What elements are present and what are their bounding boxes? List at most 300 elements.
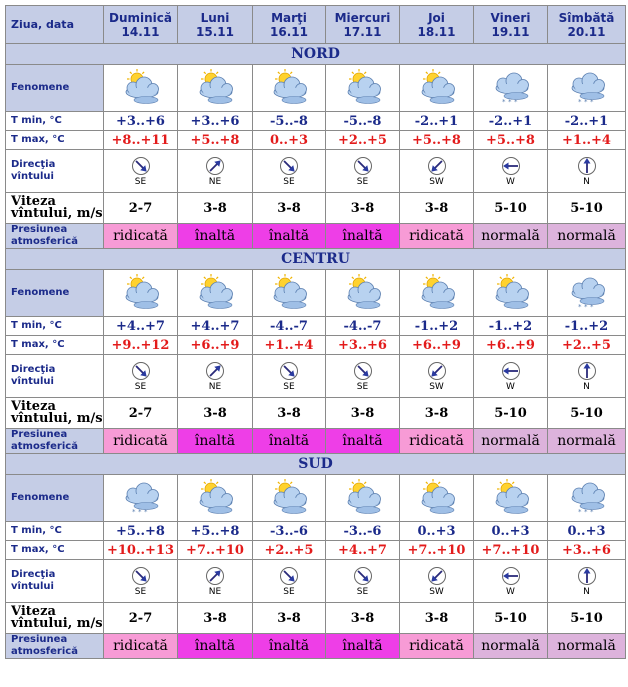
tmax-value: +10..+13	[104, 541, 178, 560]
wind-direction	[253, 361, 325, 392]
day-date: 17.11	[343, 24, 382, 39]
tmax-value: +9..+12	[104, 336, 178, 355]
wind-direction-text: N	[583, 586, 590, 597]
wind-direction	[400, 566, 473, 597]
weather-cell	[474, 65, 548, 112]
weather-cell	[104, 270, 178, 317]
wind-direction-text: NE	[208, 586, 222, 597]
tmin-value: -1..+2	[548, 317, 626, 336]
wind-direction-text: NE	[208, 381, 222, 392]
wind-arrow-icon	[279, 566, 299, 586]
tmax-row	[6, 131, 626, 150]
wind-speed-row	[6, 603, 626, 634]
wind-arrow-icon	[279, 156, 299, 176]
svg-text:*: *	[583, 98, 587, 106]
wind-direction-cell	[400, 150, 474, 193]
day-name: Miercuri	[334, 10, 391, 25]
wind-speed-value: 5-10	[474, 398, 548, 429]
tmin-value: -3..-6	[326, 522, 400, 541]
wind-speed-value: 3-8	[253, 603, 326, 634]
wind-arrow-icon	[353, 361, 373, 381]
wind-direction	[326, 156, 399, 187]
tmax-label: T max, °C	[6, 131, 104, 150]
tmin-value: -2..+1	[548, 112, 626, 131]
tmax-value: +7..+10	[178, 541, 253, 560]
fenomene-row	[6, 475, 626, 522]
tmin-row	[6, 317, 626, 336]
pressure-value: înaltă	[253, 224, 326, 249]
region-title: NORD	[6, 44, 626, 65]
day-date: 15.11	[196, 24, 234, 39]
weather-cell	[326, 475, 400, 522]
tmax-value: +5..+8	[400, 131, 474, 150]
wind-direction-text: SE	[356, 381, 369, 392]
header-row	[6, 6, 626, 44]
fenomene-row	[6, 65, 626, 112]
wind-speed-value: 5-10	[548, 193, 626, 224]
day-header	[326, 6, 400, 44]
wind-direction-cell	[548, 560, 626, 603]
weather-cell	[178, 65, 253, 112]
weather-cell	[400, 270, 474, 317]
tmax-row	[6, 541, 626, 560]
wind-speed-value: 3-8	[326, 193, 400, 224]
tmin-value: -1..+2	[400, 317, 474, 336]
wind-speed-value: 2-7	[104, 398, 178, 429]
tmax-value: +4..+7	[326, 541, 400, 560]
wind-direction	[326, 566, 399, 597]
pressure-label-line2: atmosferică	[11, 646, 78, 657]
wind-direction	[104, 156, 177, 187]
pressure-value: ridicată	[400, 429, 474, 454]
tmin-value: +4..+7	[178, 317, 253, 336]
pressure-label	[6, 429, 104, 454]
tmax-value: +6..+9	[400, 336, 474, 355]
svg-text:*: *	[137, 508, 141, 516]
wind-direction-cell	[104, 355, 178, 398]
cloud-snow-icon	[486, 68, 536, 108]
sun-cloud-icon	[486, 478, 536, 518]
wind-direction-text: N	[583, 176, 590, 187]
pressure-label-line1: Presiunea	[11, 224, 68, 235]
wind-direction-label-line1: Direcţia	[11, 159, 56, 170]
wind-direction	[178, 156, 252, 187]
tmin-label: T min, °C	[6, 112, 104, 131]
pressure-label-line2: atmosferică	[11, 236, 78, 247]
tmax-value: +5..+8	[178, 131, 253, 150]
wind-arrow-icon	[577, 156, 597, 176]
tmin-label: T min, °C	[6, 522, 104, 541]
wind-speed-value: 3-8	[253, 193, 326, 224]
pressure-value: înaltă	[178, 429, 253, 454]
wind-direction	[548, 156, 625, 187]
sun-cloud-icon	[264, 273, 314, 313]
day-header	[104, 6, 178, 44]
wind-direction-text: SE	[356, 586, 369, 597]
tmin-row	[6, 522, 626, 541]
svg-text:*: *	[577, 508, 581, 516]
wind-arrow-icon	[205, 361, 225, 381]
sun-cloud-icon	[190, 68, 240, 108]
tmin-row	[6, 112, 626, 131]
region-row	[6, 249, 626, 270]
sun-cloud-icon	[486, 273, 536, 313]
pressure-value: ridicată	[400, 634, 474, 659]
tmin-value: -5..-8	[326, 112, 400, 131]
wind-direction-cell	[104, 150, 178, 193]
svg-text:*: *	[589, 508, 593, 516]
pressure-label	[6, 634, 104, 659]
tmin-value: +4..+7	[104, 317, 178, 336]
day-header	[178, 6, 253, 44]
pressure-value: ridicată	[400, 224, 474, 249]
weather-cell	[326, 65, 400, 112]
cloud-snow-icon	[116, 478, 166, 518]
wind-direction	[326, 361, 399, 392]
day-header	[474, 6, 548, 44]
wind-arrow-icon	[131, 361, 151, 381]
wind-direction-label	[6, 355, 104, 398]
tmin-value: -4..-7	[253, 317, 326, 336]
weather-cell	[474, 270, 548, 317]
day-date: 18.11	[417, 24, 456, 39]
pressure-value: normală	[548, 224, 626, 249]
tmin-value: 0..+3	[400, 522, 474, 541]
pressure-label	[6, 224, 104, 249]
tmax-value: +2..+5	[548, 336, 626, 355]
day-header	[400, 6, 474, 44]
tmin-value: +5..+8	[104, 522, 178, 541]
wind-direction-text: SE	[283, 381, 295, 392]
day-date: 16.11	[270, 24, 308, 39]
wind-speed-label	[6, 398, 104, 429]
header-label: Ziua, data	[6, 6, 104, 44]
wind-arrow-icon	[427, 566, 447, 586]
wind-direction-text: SE	[283, 586, 295, 597]
day-name: Marţi	[271, 10, 307, 25]
tmin-value: 0..+3	[474, 522, 548, 541]
pressure-value: ridicată	[104, 634, 178, 659]
wind-direction-row	[6, 560, 626, 603]
wind-speed-label-line2: vîntului, m/s	[11, 206, 103, 221]
wind-speed-row	[6, 193, 626, 224]
cloud-snow-icon	[562, 478, 612, 518]
svg-text:*: *	[577, 98, 581, 106]
wind-speed-label-line1: Viteza	[11, 399, 56, 414]
wind-speed-value: 5-10	[548, 603, 626, 634]
wind-direction-text: W	[506, 176, 515, 187]
wind-direction-cell	[178, 560, 253, 603]
pressure-value: normală	[548, 634, 626, 659]
tmin-label: T min, °C	[6, 317, 104, 336]
tmax-value: +2..+5	[326, 131, 400, 150]
wind-direction	[400, 156, 473, 187]
wind-direction	[474, 361, 547, 392]
fenomene-label: Fenomene	[6, 65, 104, 112]
wind-speed-label	[6, 193, 104, 224]
wind-speed-label-line1: Viteza	[11, 604, 56, 619]
wind-direction-text: SE	[134, 381, 147, 392]
wind-arrow-icon	[577, 361, 597, 381]
sun-cloud-icon	[412, 68, 462, 108]
sun-cloud-icon	[190, 478, 240, 518]
tmax-label: T max, °C	[6, 336, 104, 355]
tmax-value: +2..+5	[253, 541, 326, 560]
wind-speed-label-line1: Viteza	[11, 194, 56, 209]
tmax-value: +5..+8	[474, 131, 548, 150]
svg-text:*: *	[589, 98, 593, 106]
wind-speed-value: 3-8	[253, 398, 326, 429]
wind-direction-text: W	[506, 586, 515, 597]
wind-direction-cell	[474, 150, 548, 193]
wind-direction-cell	[400, 355, 474, 398]
wind-direction	[253, 566, 325, 597]
wind-speed-value: 3-8	[178, 193, 253, 224]
weather-cell	[104, 475, 178, 522]
pressure-value: normală	[548, 429, 626, 454]
fenomene-row	[6, 270, 626, 317]
pressure-label-line1: Presiunea	[11, 634, 68, 645]
wind-direction	[178, 566, 252, 597]
pressure-value: ridicată	[104, 429, 178, 454]
wind-speed-value: 3-8	[178, 398, 253, 429]
sun-cloud-icon	[116, 273, 166, 313]
sun-cloud-icon	[190, 273, 240, 313]
day-header	[548, 6, 626, 44]
cloud-snow-icon	[562, 273, 612, 313]
wind-speed-label-line2: vîntului, m/s	[11, 411, 103, 426]
wind-speed-value: 3-8	[400, 193, 474, 224]
tmin-value: -1..+2	[474, 317, 548, 336]
svg-text:*: *	[501, 98, 505, 106]
svg-text:*: *	[583, 303, 587, 311]
wind-direction-row	[6, 355, 626, 398]
pressure-label-line2: atmosferică	[11, 441, 78, 452]
svg-text:*: *	[583, 508, 587, 516]
tmin-value: +5..+8	[178, 522, 253, 541]
wind-arrow-icon	[501, 361, 521, 381]
fenomene-label: Fenomene	[6, 475, 104, 522]
tmax-value: +6..+9	[178, 336, 253, 355]
wind-direction-cell	[178, 150, 253, 193]
wind-arrow-icon	[131, 566, 151, 586]
weather-cell	[253, 65, 326, 112]
wind-arrow-icon	[353, 156, 373, 176]
day-header	[253, 6, 326, 44]
weather-cell	[326, 270, 400, 317]
weather-cell	[548, 270, 626, 317]
wind-speed-value: 5-10	[474, 603, 548, 634]
wind-direction-cell	[253, 355, 326, 398]
pressure-value: înaltă	[326, 429, 400, 454]
wind-direction-cell	[178, 355, 253, 398]
tmin-value: -2..+1	[474, 112, 548, 131]
tmax-value: +7..+10	[400, 541, 474, 560]
wind-speed-value: 3-8	[326, 603, 400, 634]
wind-direction	[474, 566, 547, 597]
wind-direction	[548, 566, 625, 597]
pressure-value: înaltă	[326, 634, 400, 659]
wind-direction	[253, 156, 325, 187]
sun-cloud-icon	[264, 478, 314, 518]
sun-cloud-icon	[338, 273, 388, 313]
wind-speed-row	[6, 398, 626, 429]
weather-cell	[253, 270, 326, 317]
wind-arrow-icon	[427, 361, 447, 381]
wind-arrow-icon	[205, 156, 225, 176]
wind-arrow-icon	[353, 566, 373, 586]
wind-direction-cell	[104, 560, 178, 603]
wind-direction-text: SE	[356, 176, 369, 187]
wind-direction-cell	[253, 560, 326, 603]
day-name: Duminică	[109, 10, 172, 25]
tmax-value: +8..+11	[104, 131, 178, 150]
tmin-value: 0..+3	[548, 522, 626, 541]
wind-direction	[548, 361, 625, 392]
tmax-value: +3..+6	[326, 336, 400, 355]
wind-direction-text: SE	[134, 586, 147, 597]
tmin-value: +3..+6	[104, 112, 178, 131]
tmax-value: +1..+4	[253, 336, 326, 355]
wind-direction-cell	[326, 560, 400, 603]
pressure-value: înaltă	[253, 634, 326, 659]
tmax-value: +1..+4	[548, 131, 626, 150]
wind-direction	[104, 361, 177, 392]
day-date: 20.11	[567, 24, 606, 39]
weather-cell	[474, 475, 548, 522]
day-name: Joi	[428, 10, 445, 25]
wind-arrow-icon	[577, 566, 597, 586]
wind-direction-label	[6, 150, 104, 193]
wind-direction-label-line2: vîntului	[11, 581, 54, 592]
pressure-value: normală	[474, 634, 548, 659]
pressure-value: normală	[474, 224, 548, 249]
wind-arrow-icon	[427, 156, 447, 176]
wind-arrow-icon	[205, 566, 225, 586]
wind-direction-label-line1: Direcţia	[11, 569, 56, 580]
sun-cloud-icon	[116, 68, 166, 108]
wind-arrow-icon	[501, 156, 521, 176]
wind-speed-value: 2-7	[104, 193, 178, 224]
sun-cloud-icon	[412, 478, 462, 518]
wind-speed-value: 3-8	[178, 603, 253, 634]
forecast-table	[5, 5, 626, 659]
wind-direction	[178, 361, 252, 392]
day-date: 19.11	[491, 24, 530, 39]
wind-direction-label-line2: vîntului	[11, 376, 54, 387]
wind-direction-cell	[548, 150, 626, 193]
svg-text:*: *	[577, 303, 581, 311]
tmax-value: +7..+10	[474, 541, 548, 560]
sun-cloud-icon	[412, 273, 462, 313]
pressure-value: înaltă	[178, 634, 253, 659]
wind-arrow-icon	[501, 566, 521, 586]
wind-direction-text: W	[506, 381, 515, 392]
wind-speed-value: 3-8	[400, 398, 474, 429]
wind-direction-cell	[474, 560, 548, 603]
tmin-value: -3..-6	[253, 522, 326, 541]
weather-cell	[548, 65, 626, 112]
pressure-value: înaltă	[178, 224, 253, 249]
wind-speed-value: 5-10	[474, 193, 548, 224]
svg-text:*: *	[513, 98, 517, 106]
wind-speed-value: 5-10	[548, 398, 626, 429]
tmin-value: -4..-7	[326, 317, 400, 336]
sun-cloud-icon	[338, 478, 388, 518]
tmin-value: -5..-8	[253, 112, 326, 131]
tmax-value: 0..+3	[253, 131, 326, 150]
wind-speed-value: 3-8	[400, 603, 474, 634]
cloud-snow-icon	[562, 68, 612, 108]
weather-cell	[104, 65, 178, 112]
pressure-value: ridicată	[104, 224, 178, 249]
wind-direction-text: SW	[429, 176, 444, 187]
wind-direction-cell	[474, 355, 548, 398]
wind-arrow-icon	[279, 361, 299, 381]
wind-direction-text: N	[583, 381, 590, 392]
tmax-row	[6, 336, 626, 355]
day-name: Luni	[200, 10, 230, 25]
wind-direction-label	[6, 560, 104, 603]
fenomene-label: Fenomene	[6, 270, 104, 317]
wind-direction-text: NE	[208, 176, 222, 187]
region-row	[6, 44, 626, 65]
wind-direction-text: SW	[429, 586, 444, 597]
svg-text:*: *	[143, 508, 147, 516]
sun-cloud-icon	[338, 68, 388, 108]
sun-cloud-icon	[264, 68, 314, 108]
wind-direction	[400, 361, 473, 392]
pressure-value: normală	[474, 429, 548, 454]
weather-cell	[178, 475, 253, 522]
pressure-row	[6, 224, 626, 249]
weather-cell	[548, 475, 626, 522]
svg-text:*: *	[589, 303, 593, 311]
tmax-value: +3..+6	[548, 541, 626, 560]
wind-direction-cell	[326, 355, 400, 398]
wind-speed-value: 3-8	[326, 398, 400, 429]
wind-direction-cell	[400, 560, 474, 603]
wind-speed-value: 2-7	[104, 603, 178, 634]
tmin-value: -2..+1	[400, 112, 474, 131]
wind-speed-label-line2: vîntului, m/s	[11, 616, 103, 631]
wind-direction-text: SE	[283, 176, 295, 187]
weather-cell	[178, 270, 253, 317]
weather-cell	[253, 475, 326, 522]
weather-cell	[400, 475, 474, 522]
wind-speed-label	[6, 603, 104, 634]
tmax-label: T max, °C	[6, 541, 104, 560]
region-title: SUD	[6, 454, 626, 475]
region-title: CENTRU	[6, 249, 626, 270]
day-date: 14.11	[121, 24, 160, 39]
svg-text:*: *	[507, 98, 511, 106]
wind-arrow-icon	[131, 156, 151, 176]
wind-direction-cell	[548, 355, 626, 398]
pressure-row	[6, 429, 626, 454]
wind-direction-label-line1: Direcţia	[11, 364, 56, 375]
wind-direction-row	[6, 150, 626, 193]
pressure-value: înaltă	[253, 429, 326, 454]
weather-cell	[400, 65, 474, 112]
wind-direction-cell	[253, 150, 326, 193]
day-name: Sîmbătă	[558, 10, 615, 25]
tmin-value: +3..+6	[178, 112, 253, 131]
pressure-value: înaltă	[326, 224, 400, 249]
wind-direction	[474, 156, 547, 187]
day-name: Vineri	[490, 10, 531, 25]
wind-direction-text: SW	[429, 381, 444, 392]
